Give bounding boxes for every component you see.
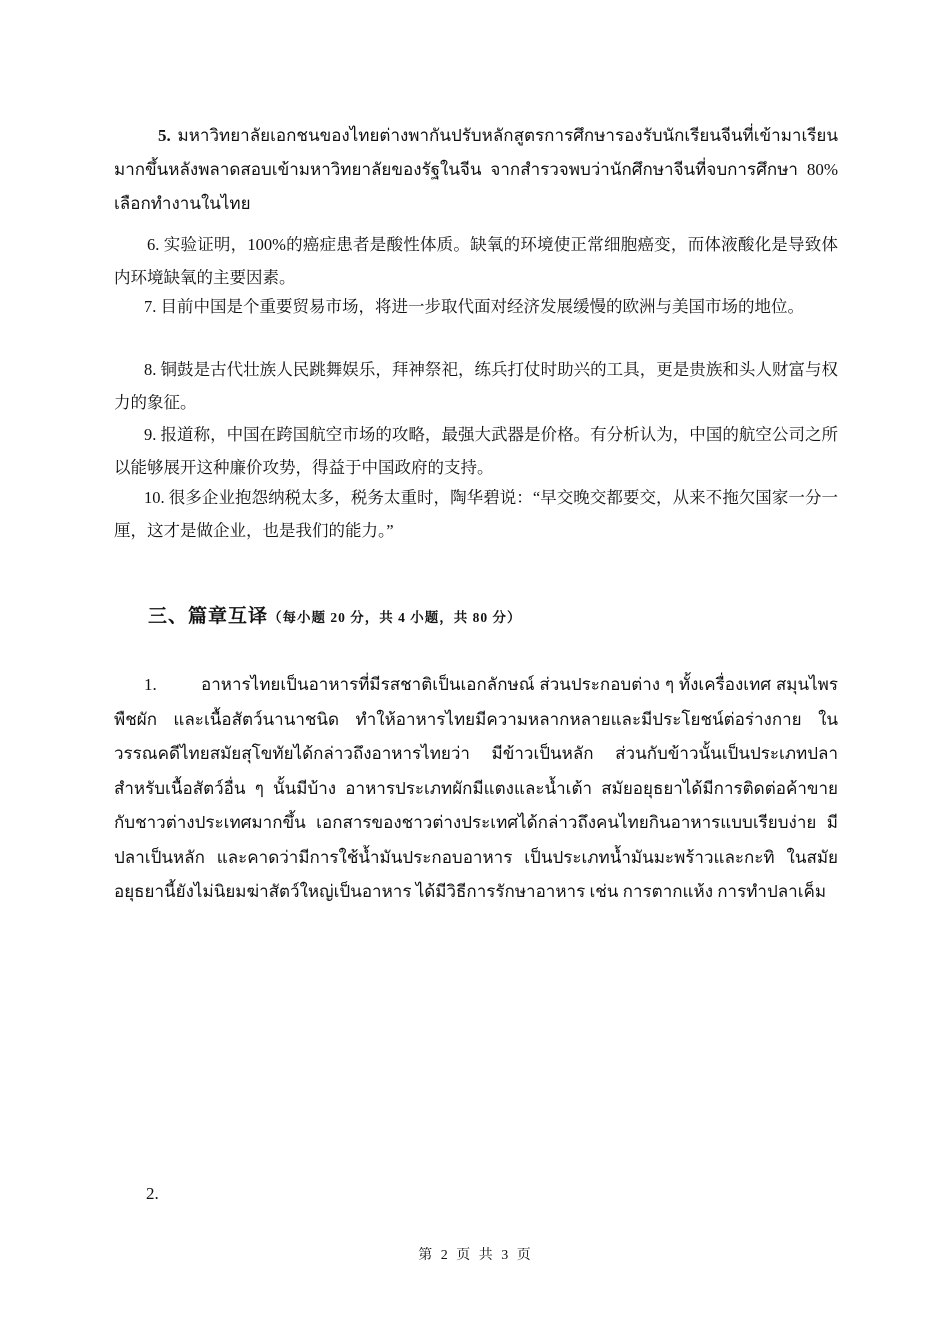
question-number: 10.	[144, 488, 165, 507]
question-5	[114, 119, 838, 221]
passage-1	[114, 668, 838, 910]
question-7	[114, 290, 838, 323]
question-9	[114, 418, 838, 484]
question-text: 报道称，中国在跨国航空市场的攻略，最强大武器是价格。有分析认为，中国的航空公司之所以能够展开这种廉价攻势，得益于中国政府的支持。	[114, 425, 838, 477]
question-number: 7.	[144, 297, 157, 316]
question-number: 8.	[144, 360, 157, 379]
question-6	[114, 228, 838, 294]
passage-2-number: 2.	[146, 1184, 159, 1203]
question-text: 铜鼓是古代壮族人民跳舞娱乐，拜神祭祀，练兵打仗时助兴的工具，更是贵族和头人财富与权力的象征。	[114, 360, 838, 412]
question-number: 6.	[147, 235, 160, 254]
question-text: 很多企业抱怨纳税太多，税务太重时，陶华碧说：“早交晚交都要交，从来不拖欠国家一分一厘，这才是做企业，也是我们的能力。”	[114, 488, 838, 540]
passage-text: อาหารไทยเป็นอาหารที่มีรสชาติเป็นเอกลักษณ์ ส่วนประกอบต่าง ๆ ทั้งเครื่องเทศ สมุนไพร พืชผัก และเนื้อสัตว์นานาชนิด ทำให้อาหารไทยมีความหลากหลายและมีประโยชน์ต่อร่างกาย ในวรรณคดีไทยสมัยสุโขทัยได้กล่าวถึงอาหารไทยว่า มีข้าวเป็นหลัก ส่วนกับข้าวนั้นเป็นประเภทปลา สำหรับเนื้อสัตว์อื่น ๆ นั้นมีบ้าง อาหารประเภทผักมีแตงและน้ำเต้า สมัยอยุธยาได้มีการติดต่อค้าขายกับชาวต่างประเทศมากขึ้น เอกสารของชาวต่างประเทศได้กล่าวถึงคนไทยกินอาหารแบบเรียบง่าย มีปลาเป็นหลัก และคาดว่ามีการใช้น้ำมันประกอบอาหาร เป็นประเภทน้ำมันมะพร้าวและกะทิ ในสมัยอยุธยานี้ยังไม่นิยมฆ่าสัตว์ใหญ่เป็นอาหาร ได้มีวิธีการรักษาอาหาร เช่น การตากแห้ง การทำปลาเค็ม	[114, 675, 838, 901]
question-text: 目前中国是个重要贸易市场，将进一步取代面对经济发展缓慢的欧洲与美国市场的地位。	[156, 297, 804, 316]
section-scoring-note: （每小题 20 分，共 4 小题，共 80 分）	[268, 610, 522, 625]
passage-number: 1.	[144, 675, 157, 694]
section-heading	[148, 600, 522, 635]
question-number: 9.	[144, 425, 157, 444]
question-text: มหาวิทยาลัยเอกชนของไทยต่างพากันปรับหลักสูตรการศึกษารองรับนักเรียนจีนที่เข้ามาเรียนมากขึ้นหลังพลาดสอบเข้ามหาวิทยาลัยของรัฐในจีน จากสำรวจพบว่านักศึกษาจีนที่จบการศึกษา 80% เลือกทำงานในไทย	[114, 126, 838, 213]
question-number: 5.	[158, 126, 171, 145]
question-8	[114, 353, 838, 419]
section-title: 三、篇章互译	[148, 606, 269, 627]
question-text: 实验证明，100%的癌症患者是酸性体质。缺氧的环境使正常细胞癌变，而体液酸化是导致体内环境缺氧的主要因素。	[114, 235, 838, 287]
page-footer: 第 2 页 共 3 页	[418, 1248, 532, 1263]
question-10	[114, 481, 838, 547]
